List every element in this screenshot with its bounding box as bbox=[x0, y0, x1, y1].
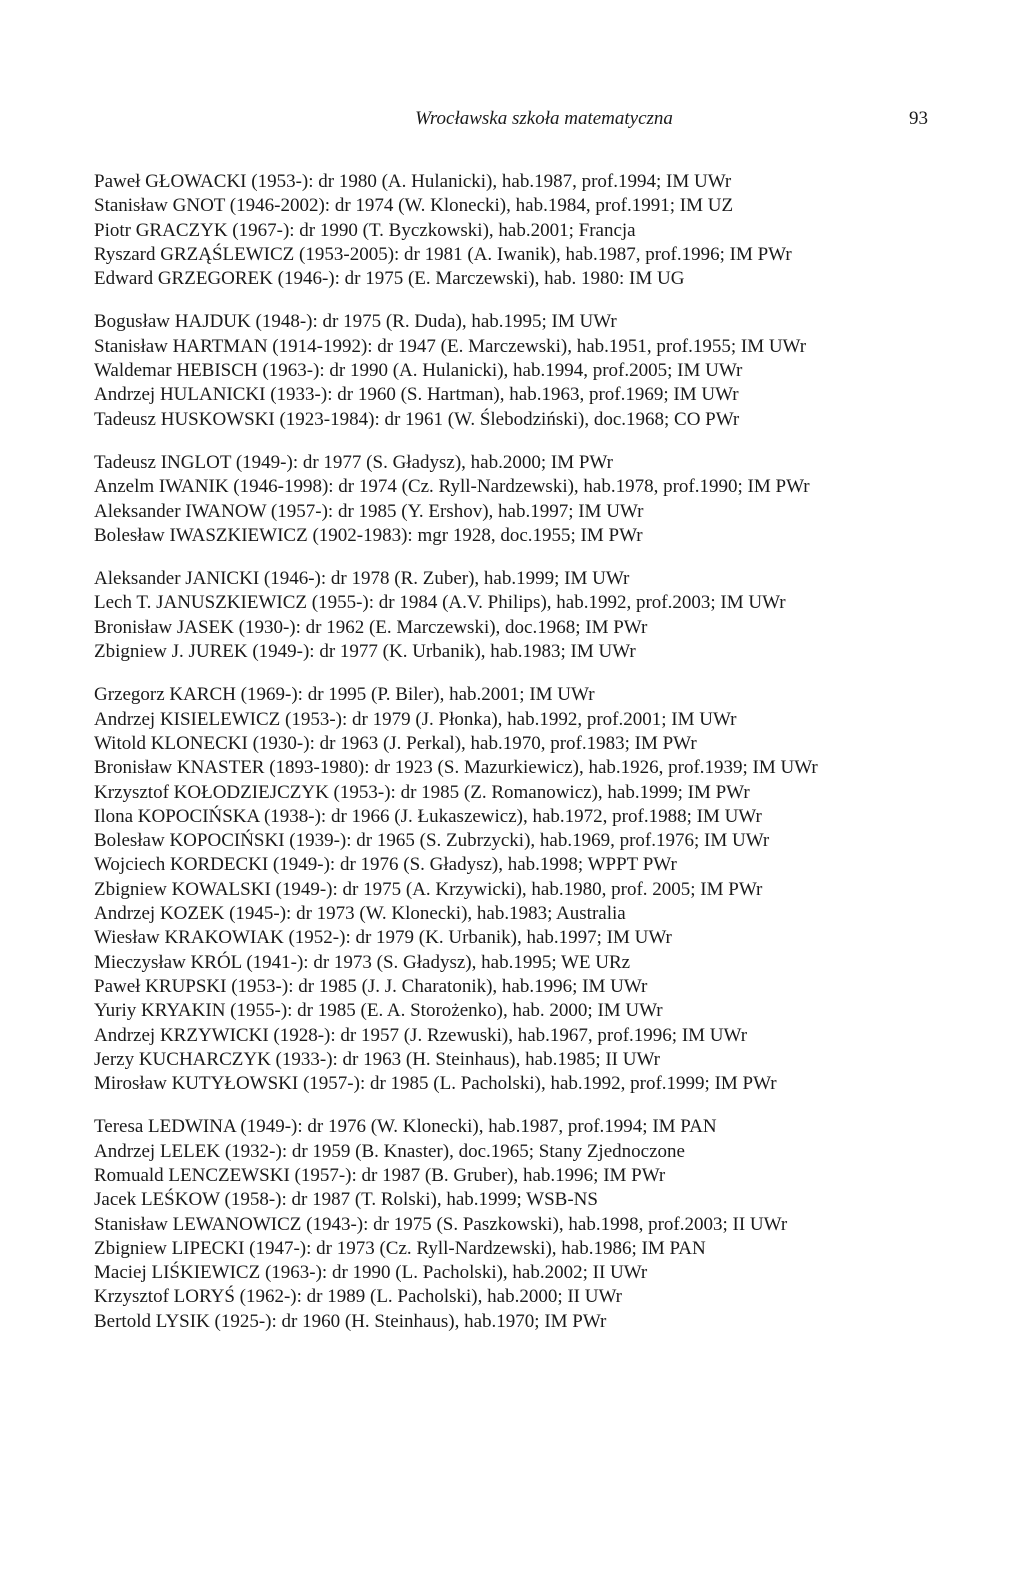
list-item: Andrzej KISIELEWICZ (1953-): dr 1979 (J. Płonka), hab.1992, prof.2001; IM UWr bbox=[94, 708, 737, 730]
list-item: Paweł KRUPSKI (1953-): dr 1985 (J. J. Charatonik), hab.1996; IM UWr bbox=[94, 975, 648, 997]
list-item: Bolesław KOPOCIŃSKI (1939-): dr 1965 (S. Zubrzycki), hab.1969, prof.1976; IM UWr bbox=[94, 830, 770, 852]
list-item: Maciej LIŚKIEWICZ (1963-): dr 1990 (L. Pacholski), hab.2002; II UWr bbox=[94, 1262, 648, 1284]
entry-list bbox=[94, 170, 914, 1353]
list-item: Zbigniew J. JUREK (1949-): dr 1977 (K. Urbanik), hab.1983; IM UWr bbox=[94, 641, 636, 663]
entry-group bbox=[94, 683, 914, 1096]
list-item: Aleksander JANICKI (1946-): dr 1978 (R. Zuber), hab.1999; IM UWr bbox=[94, 568, 630, 590]
list-item: Ryszard GRZĄŚLEWICZ (1953-2005): dr 1981 (A. Iwanik), hab.1987, prof.1996; IM PWr bbox=[94, 243, 792, 265]
list-item: Andrzej LELEK (1932-): dr 1959 (B. Knaster), doc.1965; Stany Zjednoczone bbox=[94, 1140, 685, 1162]
list-item: Bertold LYSIK (1925-): dr 1960 (H. Steinhaus), hab.1970; IM PWr bbox=[94, 1310, 607, 1332]
entry-group bbox=[94, 1115, 914, 1334]
list-item: Lech T. JANUSZKIEWICZ (1955-): dr 1984 (A.V. Philips), hab.1992, prof.2003; IM UWr bbox=[94, 592, 786, 614]
list-item: Edward GRZEGOREK (1946-): dr 1975 (E. Marczewski), hab. 1980: IM UG bbox=[94, 268, 685, 290]
list-item: Yuriy KRYAKIN (1955-): dr 1985 (E. A. Storożenko), hab. 2000; IM UWr bbox=[94, 1000, 663, 1022]
list-item: Aleksander IWANOW (1957-): dr 1985 (Y. Ershov), hab.1997; IM UWr bbox=[94, 500, 644, 522]
running-header bbox=[94, 104, 934, 134]
list-item: Romuald LENCZEWSKI (1957-): dr 1987 (B. Gruber), hab.1996; IM PWr bbox=[94, 1164, 666, 1186]
list-item: Zbigniew LIPECKI (1947-): dr 1973 (Cz. Ryll-Nardzewski), hab.1986; IM PAN bbox=[94, 1237, 706, 1259]
list-item: Piotr GRACZYK (1967-): dr 1990 (T. Byczkowski), hab.2001; Francja bbox=[94, 219, 636, 241]
list-item: Krzysztof KOŁODZIEJCZYK (1953-): dr 1985 (Z. Romanowicz), hab.1999; IM PWr bbox=[94, 781, 750, 803]
list-item: Stanisław HARTMAN (1914-1992): dr 1947 (E. Marczewski), hab.1951, prof.1955; IM UWr bbox=[94, 335, 807, 357]
list-item: Bogusław HAJDUK (1948-): dr 1975 (R. Duda), hab.1995; IM UWr bbox=[94, 311, 617, 333]
list-item: Mieczysław KRÓL (1941-): dr 1973 (S. Gładysz), hab.1995; WE URz bbox=[94, 951, 631, 973]
list-item: Jerzy KUCHARCZYK (1933-): dr 1963 (H. Steinhaus), hab.1985; II UWr bbox=[94, 1048, 660, 1070]
list-item: Anzelm IWANIK (1946-1998): dr 1974 (Cz. Ryll-Nardzewski), hab.1978, prof.1990; IM PWr bbox=[94, 476, 810, 498]
list-item: Teresa LEDWINA (1949-): dr 1976 (W. Klonecki), hab.1987, prof.1994; IM PAN bbox=[94, 1116, 717, 1138]
list-item: Krzysztof LORYŚ (1962-): dr 1989 (L. Pacholski), hab.2000; II UWr bbox=[94, 1286, 622, 1308]
list-item: Paweł GŁOWACKI (1953-): dr 1980 (A. Hulanicki), hab.1987, prof.1994; IM UWr bbox=[94, 171, 732, 192]
entry-group bbox=[94, 170, 914, 291]
entry-group bbox=[94, 310, 914, 431]
list-item: Bolesław IWASZKIEWICZ (1902-1983): mgr 1928, doc.1955; IM PWr bbox=[94, 524, 643, 546]
entry-group bbox=[94, 451, 914, 548]
list-item: Andrzej KRZYWICKI (1928-): dr 1957 (J. Rzewuski), hab.1967, prof.1996; IM UWr bbox=[94, 1024, 748, 1046]
entry-group bbox=[94, 567, 914, 664]
list-item: Ilona KOPOCIŃSKA (1938-): dr 1966 (J. Łukaszewicz), hab.1972, prof.1988; IM UWr bbox=[94, 805, 762, 827]
list-item: Waldemar HEBISCH (1963-): dr 1990 (A. Hulanicki), hab.1994, prof.2005; IM UWr bbox=[94, 360, 743, 382]
list-item: Stanisław GNOT (1946-2002): dr 1974 (W. Klonecki), hab.1984, prof.1991; IM UZ bbox=[94, 195, 734, 217]
list-item: Bronisław KNASTER (1893-1980): dr 1923 (S. Mazurkiewicz), hab.1926, prof.1939; IM UWr bbox=[94, 757, 818, 779]
page-number: 93 bbox=[909, 108, 928, 129]
list-item: Jacek LEŚKOW (1958-): dr 1987 (T. Rolski), hab.1999; WSB-NS bbox=[94, 1189, 598, 1211]
list-item: Andrzej HULANICKI (1933-): dr 1960 (S. Hartman), hab.1963, prof.1969; IM UWr bbox=[94, 384, 739, 406]
list-item: Zbigniew KOWALSKI (1949-): dr 1975 (A. Krzywicki), hab.1980, prof. 2005; IM PWr bbox=[94, 878, 763, 900]
list-item: Mirosław KUTYŁOWSKI (1957-): dr 1985 (L. Pacholski), hab.1992, prof.1999; IM PWr bbox=[94, 1073, 777, 1095]
running-title: Wrocławska szkoła matematyczna bbox=[415, 108, 673, 129]
list-item: Andrzej KOZEK (1945-): dr 1973 (W. Klonecki), hab.1983; Australia bbox=[94, 903, 626, 925]
list-item: Stanisław LEWANOWICZ (1943-): dr 1975 (S. Paszkowski), hab.1998, prof.2003; II UWr bbox=[94, 1213, 788, 1235]
list-item: Bronisław JASEK (1930-): dr 1962 (E. Marczewski), doc.1968; IM PWr bbox=[94, 616, 648, 638]
list-item: Tadeusz HUSKOWSKI (1923-1984): dr 1961 (W. Ślebodziński), doc.1968; CO PWr bbox=[94, 408, 740, 430]
list-item: Tadeusz INGLOT (1949-): dr 1977 (S. Gładysz), hab.2000; IM PWr bbox=[94, 451, 613, 473]
list-item: Grzegorz KARCH (1969-): dr 1995 (P. Biler), hab.2001; IM UWr bbox=[94, 684, 595, 706]
list-item: Wojciech KORDECKI (1949-): dr 1976 (S. Gładysz), hab.1998; WPPT PWr bbox=[94, 854, 677, 876]
list-item: Witold KLONECKI (1930-): dr 1963 (J. Perkal), hab.1970, prof.1983; IM PWr bbox=[94, 732, 697, 754]
list-item: Wiesław KRAKOWIAK (1952-): dr 1979 (K. Urbanik), hab.1997; IM UWr bbox=[94, 927, 672, 949]
